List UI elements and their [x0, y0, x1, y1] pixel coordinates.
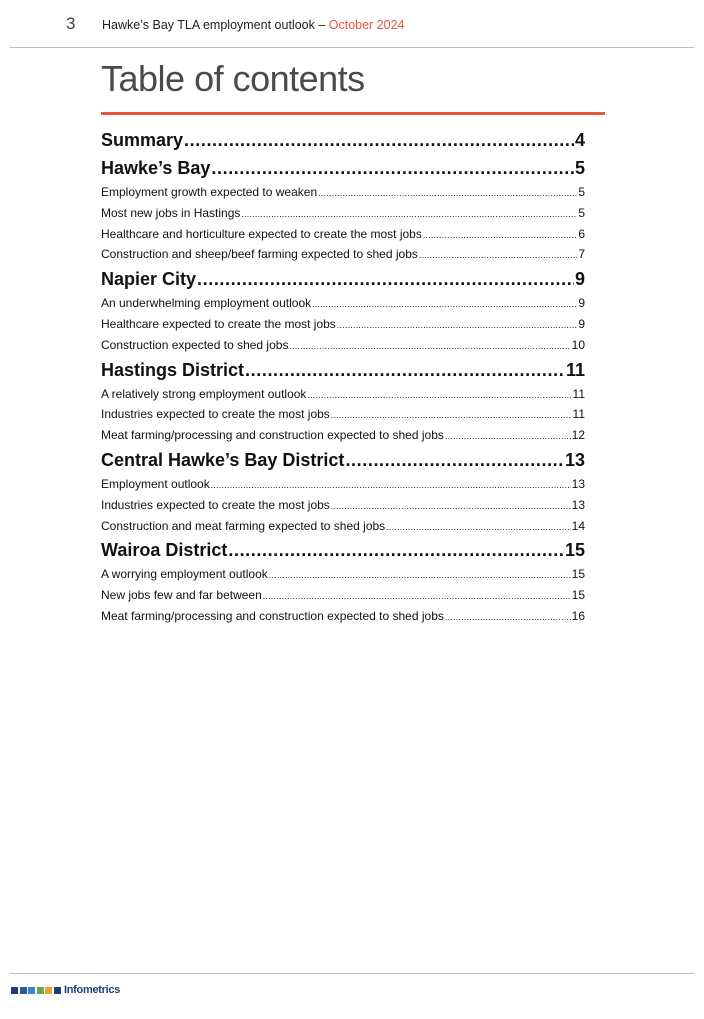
toc-dot-leader — [445, 426, 571, 446]
toc-entry-page: 12 — [571, 428, 585, 443]
toc-dot-leader — [318, 183, 577, 203]
toc-entry-label: Central Hawke’s Bay District — [101, 449, 345, 470]
toc-dot-leader — [245, 356, 565, 384]
toc-dot-leader — [345, 446, 564, 474]
toc-subsection-entry[interactable] — [101, 244, 585, 265]
toc-dot-leader — [289, 336, 570, 356]
toc-entry-label: Employment outlook — [101, 476, 210, 491]
toc-entry-label: Employment growth expected to weaken — [101, 185, 318, 199]
toc-entry-page: 5 — [578, 205, 585, 220]
infometrics-logo — [11, 984, 120, 996]
toc-entry-page: 13 — [571, 476, 585, 491]
toc-entry-label: Napier City — [101, 269, 197, 290]
toc-entry-label: Healthcare and horticulture expected to create the most jobs — [101, 226, 422, 241]
toc-dot-leader — [419, 245, 577, 265]
toc-entry-label: Industries expected to create the most jobs — [101, 407, 330, 422]
toc-dot-leader — [211, 475, 571, 495]
header-date: October 2024 — [328, 18, 405, 32]
toc-entry-label: New jobs few and far between — [101, 588, 262, 603]
toc-subsection-entry[interactable] — [101, 474, 585, 495]
toc-section-entry[interactable] — [101, 356, 585, 384]
toc-entry-label: Most new jobs in Hastings — [101, 205, 241, 220]
toc-subsection-entry[interactable] — [101, 293, 585, 314]
toc-subsection-entry[interactable] — [101, 564, 585, 585]
toc-subsection-entry[interactable] — [101, 516, 585, 537]
toc-entry-page: 13 — [564, 449, 585, 470]
toc-dot-leader — [312, 294, 577, 314]
toc-entry-label: Meat farming/processing and construction expected to shed jobs — [101, 608, 444, 623]
toc-section-entry[interactable] — [101, 265, 585, 293]
toc-subsection-entry[interactable] — [101, 182, 585, 203]
logo-square — [37, 987, 44, 994]
toc-dot-leader — [337, 315, 578, 335]
page-number: 3 — [66, 14, 76, 33]
toc-entry-label: Construction and sheep/beef farming expected to shed jobs — [101, 247, 418, 262]
toc-dot-leader — [184, 126, 574, 154]
toc-subsection-entry[interactable] — [101, 384, 585, 405]
toc-dot-leader — [445, 607, 571, 627]
toc-subsection-entry[interactable] — [101, 203, 585, 224]
toc-subsection-entry[interactable] — [101, 404, 585, 425]
toc-entry-page: 16 — [571, 608, 585, 623]
toc-section-entry[interactable] — [101, 126, 585, 154]
brand-name: Infometrics — [64, 984, 120, 996]
toc-entry-page: 11 — [572, 386, 585, 401]
toc-entry-page: 7 — [578, 247, 585, 262]
toc-subsection-entry[interactable] — [101, 495, 585, 516]
toc-dot-leader — [228, 536, 564, 564]
toc-entry-page: 15 — [571, 567, 585, 582]
table-of-contents — [101, 126, 585, 627]
toc-dot-leader — [269, 565, 571, 585]
toc-entry-page: 11 — [572, 407, 585, 422]
header-title — [102, 18, 405, 32]
logo-square — [20, 987, 27, 994]
toc-entry-label: An underwhelming employment outlook — [101, 296, 312, 311]
toc-subsection-entry[interactable] — [101, 606, 585, 627]
title-underline — [101, 112, 605, 115]
toc-dot-leader — [307, 385, 571, 405]
toc-entry-label: Hastings District — [101, 359, 245, 380]
toc-entry-page: 9 — [574, 269, 585, 290]
toc-subsection-entry[interactable] — [101, 585, 585, 606]
toc-entry-label: Hawke’s Bay — [101, 158, 211, 178]
toc-entry-label: A worrying employment outlook — [101, 567, 268, 582]
toc-dot-leader — [331, 405, 572, 425]
logo-square — [45, 987, 52, 994]
toc-dot-leader — [423, 225, 577, 245]
toc-entry-page: 15 — [564, 540, 585, 561]
toc-entry-label: Meat farming/processing and construction expected to shed jobs — [101, 428, 444, 443]
header-divider — [10, 47, 694, 48]
toc-section-entry[interactable] — [101, 446, 585, 474]
toc-entry-label: Construction and meat farming expected to shed jobs — [101, 518, 386, 533]
toc-entry-label: Wairoa District — [101, 540, 228, 561]
toc-entry-label: Industries expected to create the most jobs — [101, 497, 330, 512]
toc-entry-page: 15 — [571, 588, 585, 603]
toc-entry-page: 9 — [578, 296, 585, 311]
toc-entry-label: Summary — [101, 130, 184, 150]
toc-subsection-entry[interactable] — [101, 314, 585, 335]
toc-entry-label: Construction expected to shed jobs — [101, 337, 289, 352]
logo-square — [11, 987, 18, 994]
toc-entry-page: 10 — [571, 337, 585, 352]
footer-divider — [10, 973, 694, 974]
toc-dot-leader — [386, 517, 570, 537]
logo-square — [54, 987, 61, 994]
toc-entry-page: 5 — [578, 185, 585, 199]
toc-entry-page: 5 — [574, 158, 585, 178]
toc-subsection-entry[interactable] — [101, 224, 585, 245]
page-title: Table of contents — [101, 58, 365, 99]
toc-subsection-entry[interactable] — [101, 335, 585, 356]
toc-entry-page: 4 — [574, 130, 585, 150]
toc-entry-page: 13 — [571, 497, 585, 512]
logo-square — [28, 987, 35, 994]
toc-entry-label: Healthcare expected to create the most jobs — [101, 316, 336, 331]
header-title-text: Hawke’s Bay TLA employment outlook – — [102, 18, 329, 32]
toc-dot-leader — [331, 496, 571, 516]
toc-section-entry[interactable] — [101, 154, 585, 182]
toc-dot-leader — [197, 265, 574, 293]
toc-entry-page: 14 — [571, 518, 585, 533]
toc-dot-leader — [211, 154, 574, 182]
toc-entry-page: 6 — [578, 226, 585, 241]
toc-entry-label: A relatively strong employment outlook — [101, 386, 307, 401]
toc-subsection-entry[interactable] — [101, 425, 585, 446]
toc-entry-page: 11 — [565, 359, 585, 380]
toc-dot-leader — [241, 204, 577, 224]
toc-dot-leader — [263, 586, 571, 606]
toc-section-entry[interactable] — [101, 536, 585, 564]
toc-entry-page: 9 — [578, 316, 585, 331]
